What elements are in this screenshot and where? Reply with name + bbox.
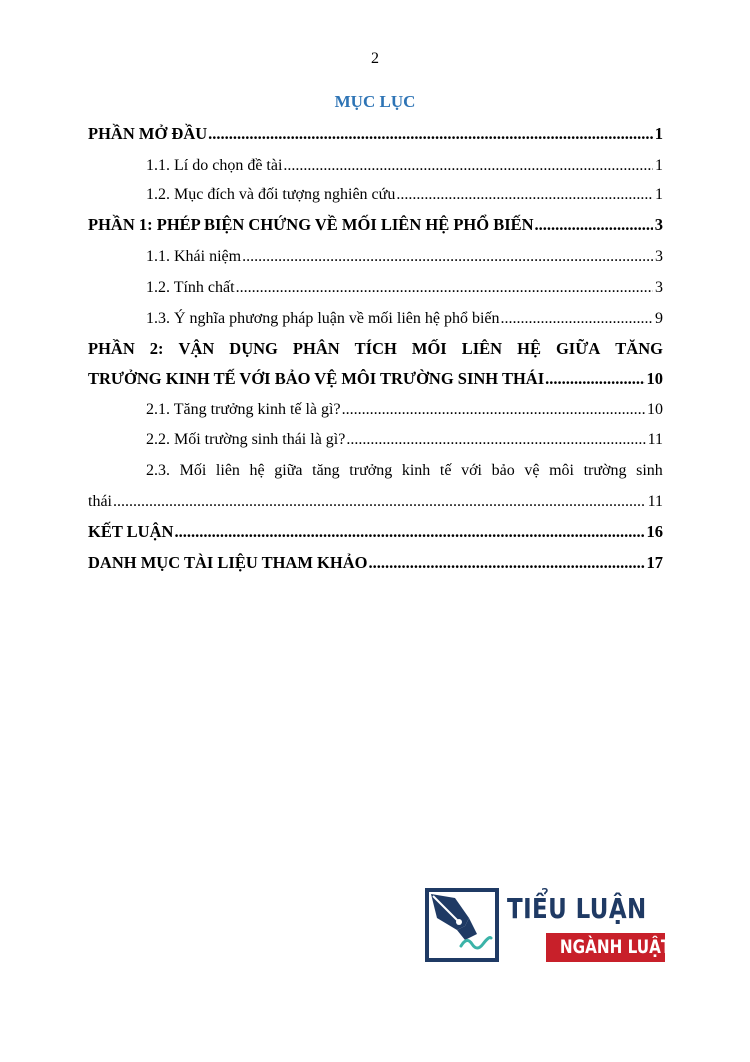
toc-entry-page: 11 bbox=[647, 493, 663, 510]
toc-entry-page: 3 bbox=[655, 279, 663, 296]
logo bbox=[425, 888, 672, 966]
toc-entry-intro[interactable] bbox=[88, 124, 663, 144]
dot-leader bbox=[242, 248, 653, 266]
toc-entry-page: 17 bbox=[646, 553, 663, 572]
toc-entry-page: 9 bbox=[655, 310, 663, 327]
logo-text-bottom bbox=[546, 933, 672, 962]
dot-leader bbox=[113, 493, 646, 511]
toc-entry-part1-1-1[interactable] bbox=[88, 248, 663, 266]
dot-leader bbox=[208, 124, 653, 144]
toc-entry-label: 1.1. Lí do chọn đề tài bbox=[146, 157, 283, 174]
dot-leader bbox=[283, 157, 653, 175]
toc-entry-label: thái bbox=[88, 493, 112, 510]
toc-entry-part2-2-2[interactable] bbox=[88, 431, 663, 449]
dot-leader bbox=[342, 401, 645, 419]
toc-entry-references[interactable] bbox=[88, 553, 663, 573]
toc-entry-label: 2.2. Mối trường sinh thái là gì? bbox=[146, 431, 346, 448]
toc-entry-label: 1.3. Ý nghĩa phương pháp luận về mối liên hệ phổ biến bbox=[146, 310, 500, 327]
toc-entry-part-2-line1[interactable]: PHẦN 2: VẬN DỤNG PHÂN TÍCH MỐI LIÊN HỆ GIỮA TĂNG bbox=[88, 339, 663, 358]
toc-entry-page: 1 bbox=[655, 157, 663, 174]
dot-leader bbox=[368, 553, 644, 573]
toc-title: MỤC LỤC bbox=[334, 92, 416, 111]
toc-entry-label: 1.1. Khái niệm bbox=[146, 248, 242, 265]
toc-entry-page: 11 bbox=[647, 431, 663, 448]
logo-text-top: TIỂU LUẬN bbox=[507, 892, 647, 925]
toc-entry-label: PHẦN 1: PHÉP BIỆN CHỨNG VỀ MỐI LIÊN HỆ PHỔ BIẾN bbox=[88, 215, 534, 234]
toc-entry-label: 1.2. Mục đích và đối tượng nghiên cứu bbox=[146, 186, 396, 203]
page-number: 2 bbox=[371, 50, 379, 67]
toc-entry-label: 1.2. Tính chất bbox=[146, 279, 235, 296]
toc-entry-part-2[interactable] bbox=[88, 369, 663, 389]
dot-leader bbox=[346, 431, 645, 449]
toc-entry-part1-1-2[interactable] bbox=[88, 279, 663, 297]
toc-entry-page: 16 bbox=[646, 522, 663, 541]
toc-entry-page: 10 bbox=[647, 401, 663, 418]
toc-entry-part2-2-3[interactable] bbox=[88, 493, 663, 511]
toc-entry-label: 2.1. Tăng trưởng kinh tế là gì? bbox=[146, 401, 341, 418]
toc-entry-part-1[interactable] bbox=[88, 215, 663, 235]
toc-entry-part1-1-3[interactable] bbox=[88, 310, 663, 328]
dot-leader bbox=[396, 186, 653, 204]
toc-entry-part2-2-1[interactable] bbox=[88, 401, 663, 419]
toc-entry-label: DANH MỤC TÀI LIỆU THAM KHẢO bbox=[88, 553, 368, 572]
logo-text-bottom-label: NGÀNH LUẬT bbox=[559, 936, 672, 958]
toc-entry-label: TRƯỞNG KINH TẾ VỚI BẢO VỆ MÔI TRƯỜNG SINH THÁI bbox=[88, 369, 545, 388]
pen-nib-icon bbox=[425, 888, 499, 962]
toc-entry-page: 3 bbox=[655, 248, 663, 265]
toc-entry-label: PHẦN MỞ ĐẦU bbox=[88, 124, 208, 143]
dot-leader bbox=[236, 279, 653, 297]
toc-entry-part2-2-3-line1[interactable]: 2.3. Mối liên hệ giữa tăng trưởng kinh tế với bảo vệ môi trường sinh bbox=[146, 462, 663, 479]
toc-entry-page: 1 bbox=[654, 124, 663, 143]
toc-entry-page: 3 bbox=[654, 215, 663, 234]
dot-leader bbox=[535, 215, 653, 235]
toc-entry-page: 1 bbox=[655, 186, 663, 203]
dot-leader bbox=[545, 369, 644, 389]
toc-entry-conclusion[interactable] bbox=[88, 522, 663, 542]
dot-leader bbox=[174, 522, 644, 542]
dot-leader bbox=[501, 310, 653, 328]
toc-entry-page: 10 bbox=[646, 369, 663, 388]
toc-entry-1-1[interactable] bbox=[88, 157, 663, 175]
toc-entry-label: KẾT LUẬN bbox=[88, 522, 174, 541]
toc-entry-1-2[interactable] bbox=[88, 186, 663, 204]
